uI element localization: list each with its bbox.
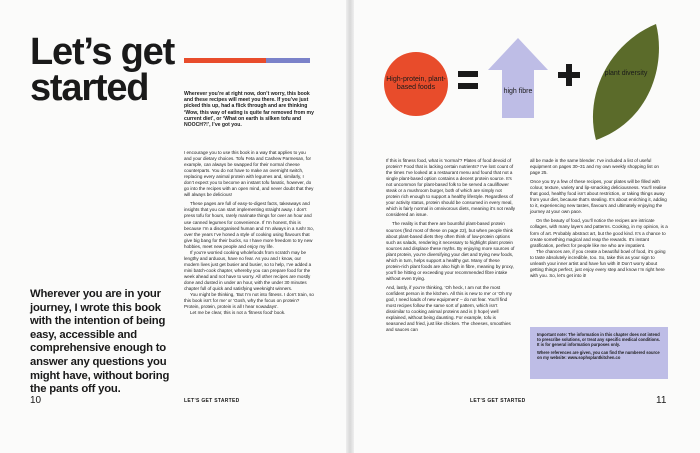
leaf-shape [590,22,662,142]
plus-icon [558,64,580,86]
body-paragraph: The chances are, if you create a beautiful bowl of food, it’s going to taste absolutely incredible, too. So, take this as your sign to unleash your inner artist and have fun with it! Don’t worry about getting things perfect, just enjoy every step and know I’m right here with you. So, let’s get into it! [530,248,666,278]
leaf-label: plant diversity [604,70,648,77]
running-head-right: LET’S GET STARTED [470,398,526,404]
important-note-box [530,327,668,379]
red-accent-bar [184,58,266,63]
book-gutter [346,0,354,453]
body-paragraph: I encourage you to use this book in a way that applies to you and your dietary choices. Tofu Feta and Cashew Parmesan, for example, can always be swapped for their normal cheese counterparts. You do not have to make an overnight switch, replacing every animal protein with legumes and, similarly, I don’t expect you to become an instant tofu fanatic, however, do go into the recipes with an open mind, and never doubt that they will always be delicious! [184,150,314,198]
note-text: Important note: The information in this chapter does not intend to prescribe solutions, or treat any specific medical conditions. It is for general information purposes only. [537,332,661,348]
up-arrow-icon [488,38,548,118]
title-line-1: Let’s get [30,31,175,73]
body-paragraph: The reality is that there are bountiful plant-based protein sources (find most of these on page 22), but when people think about plant-based diets they often think of low-protein options such as salads, rendering it necessary to highlight plant protein sources and displace these myths. By enjoying more sources of plant protein, you’re diversifying your diet and trying new foods, which in turn, helps support a healthy gut. Many of these protein-rich plant foods are also high in fibre, meaning by proxy, you’ll be hitting or exceeding your recommended fibre intake without even trying. [386,221,515,281]
body-paragraph: If you’re worried cooking wholefoods from scratch may be lengthy and arduous, have no fear. As you and I know, our modern lives just get busier and busier, so to help, I’ve added a mini batch-cook chapter, whereby you can prepare food for the week ahead and not have to worry. All other recipes are mostly done and dusted in under an hour, with the under 30 minutes chapter full of quick and satisfying weeknight winners. [184,249,312,292]
body-paragraph: On the beauty of food, you’ll notice the recipes are intricate collages, with many layers and patterns. Cooking, in my opinion, is a form of art. Probably abstract art, but the good kind. It’s a chance to create something magical and reap the rewards. It’s instant gratification, perfect for people like me who are impatient. [530,218,668,248]
page-title [30,31,175,109]
leaf-icon [590,22,662,142]
running-head-left: LET’S GET STARTED [184,398,240,404]
left-body-column [184,150,314,316]
equation-graphic [384,22,674,142]
body-paragraph: You might be thinking, ‘But I’m not into fitness. I don’t train, so this book isn’t for me’ or ‘Gosh, why the focus on protein? Protein, protein, protein is all I hear nowadays’. [184,292,314,310]
body-paragraph: Let me be clear, this is not a ‘fitness food’ book. [190,310,286,316]
arrow-label: high fibre [503,88,533,95]
blue-accent-bar [266,58,310,63]
body-paragraph: all be made in the same blender. I’ve included a list of useful equipment on pages 30–31 and my own weekly shopping list on page 25. [530,158,659,176]
body-paragraph: If this is fitness food, what is ‘normal’? Plates of food devoid of protein? Food that is lacking certain nutrients? I’ve lost count of the times I’ve looked at a restaurant menu and found that not a single plant-based option contains a decent protein source. It’s not uncommon for plant-based folk to be served a cauliflower steak or a mushroom burger, both of which are simply not protein rich enough to support a healthy lifestyle. Regardless of your activity status, protein should be consumed in every meal, which is fairly normal in omnivorous diets, meaning it’s not really considered an issue. [386,158,516,218]
equals-icon [458,69,478,91]
body-paragraph: These pages are full of easy-to-digest facts, takeaways and insights that you can start implementing straight away. I don’t press tofu for hours, rarely marinate things for over an hour and use canned legumes for convenience. If I’m honest, this is because I’m a disorganised human and I’m always in a rush! So, over the years I’ve honed a style of cooking using flavours that give big bang for their bucks, so I have more freedom to try new hobbies, meet new people and enjoy my life. [184,201,314,249]
page-number-left: 10 [30,395,42,406]
right-body-column-1 [386,158,516,336]
intro-paragraph: Wherever you’re at right now, don’t worry, this book and these recipes will meet you there. If you’ve just picked this up, had a flick through and are thinking ‘Wow, this way of eating is quite far removed from my current diet’, or ‘What on earth is silken tofu and NOOCH?!’, I’ve got you. [184,91,314,129]
body-paragraph: And, lastly, if you’re thinking, ‘Oh heck, I am not the most confident person in the kitchen. All this is new to me’ or ‘Oh my god, I need loads of new equipment’ – do not fear. You’ll find most recipes follow the same sort of pattern, which isn’t dissimilar to cooking animal proteins and is (I hope) well explained, without being daunting. For example, tofu is seasoned and fried, just like chicken. The cheeses, smoothies and sauces can [386,284,512,333]
body-paragraph: Once you try a few of these recipes, your plates will be filled with colour, texture, variety and lip-smacking deliciousness. You’ll realise that good, healthy food isn’t about restriction, or taking things away from your diet, because that’s stealing. It’s about enriching it, adding to it, experiencing new tastes, flavours and ultimately enjoying the journey at your own pace. [530,179,667,215]
page-number-right: 11 [656,395,667,406]
protein-circle [384,52,448,116]
right-body-column-2 [530,158,668,279]
note-reference-text: Where references are given, you can find the numbered source on my website: www.sophsplantkitchen.co [537,350,660,361]
title-line-2: started [30,67,149,109]
protein-circle-label: High-protein, plant-based foods [386,76,446,91]
pull-quote: Wherever you are in your journey, I wrote this book with the intention of being easy, accessible and comprehensive enough to answer any questions you might have, without boring the pants off you. [30,288,170,396]
up-arrow-shape [488,38,548,118]
